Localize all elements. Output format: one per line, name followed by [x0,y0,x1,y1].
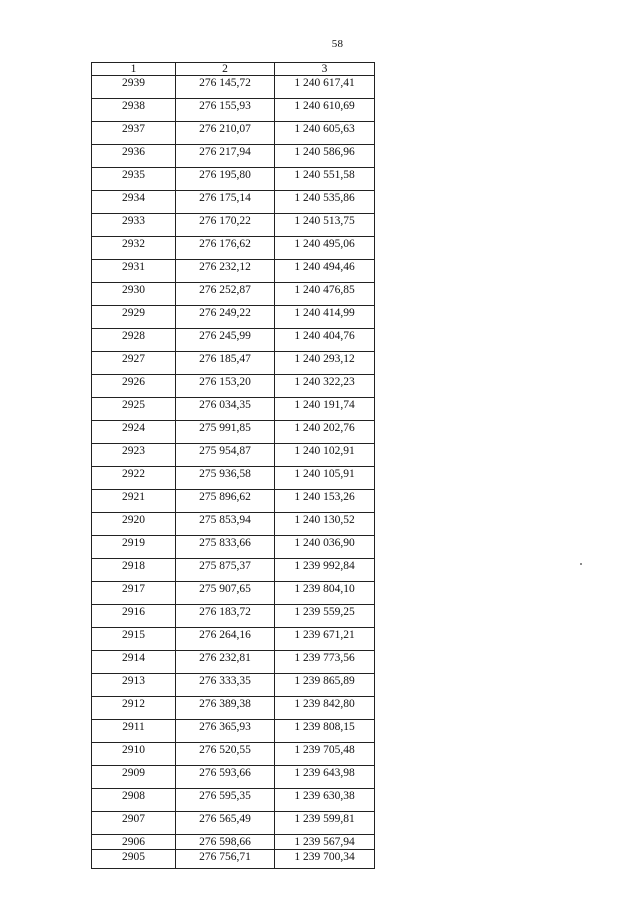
x-coordinate-cell: 275 853,94 [176,513,275,536]
x-coordinate-cell: 276 183,72 [176,605,275,628]
point-number-cell: 2926 [92,375,176,398]
x-coordinate-cell: 276 598,66 [176,835,275,850]
y-coordinate-cell: 1 240 494,46 [275,260,375,283]
x-coordinate-cell: 276 145,72 [176,76,275,99]
point-number-cell: 2935 [92,168,176,191]
y-coordinate-cell: 1 240 414,99 [275,306,375,329]
y-coordinate-cell: 1 239 671,21 [275,628,375,651]
x-coordinate-cell: 276 217,94 [176,145,275,168]
x-coordinate-cell: 276 593,66 [176,766,275,789]
x-coordinate-cell: 275 833,66 [176,536,275,559]
y-coordinate-cell: 1 239 992,84 [275,559,375,582]
y-coordinate-cell: 1 240 153,26 [275,490,375,513]
y-coordinate-cell: 1 239 559,25 [275,605,375,628]
y-coordinate-cell: 1 240 191,74 [275,398,375,421]
table-row [92,168,375,191]
y-coordinate-cell: 1 240 617,41 [275,76,375,99]
x-coordinate-cell: 276 333,35 [176,674,275,697]
table-row [92,490,375,513]
table-row [92,697,375,720]
y-coordinate-cell: 1 240 293,12 [275,352,375,375]
x-coordinate-cell: 276 264,16 [176,628,275,651]
table-row [92,835,375,850]
x-coordinate-cell: 276 245,99 [176,329,275,352]
header-row [92,63,375,76]
point-number-cell: 2914 [92,651,176,674]
point-number-cell: 2937 [92,122,176,145]
table-row [92,76,375,99]
table-row [92,582,375,605]
y-coordinate-cell: 1 240 322,23 [275,375,375,398]
table-row [92,260,375,283]
x-coordinate-cell: 275 907,65 [176,582,275,605]
table-row [92,421,375,444]
y-coordinate-cell: 1 240 586,96 [275,145,375,168]
table-row [92,352,375,375]
table-row [92,191,375,214]
table-row [92,720,375,743]
page-number: 58 [331,38,344,50]
x-coordinate-cell: 275 896,62 [176,490,275,513]
table-row [92,375,375,398]
table-row [92,513,375,536]
point-number-cell: 2921 [92,490,176,513]
y-coordinate-cell: 1 240 036,90 [275,536,375,559]
x-coordinate-cell: 275 936,58 [176,467,275,490]
point-number-cell: 2939 [92,76,176,99]
x-coordinate-cell: 276 153,20 [176,375,275,398]
x-coordinate-cell: 276 756,71 [176,850,275,869]
x-coordinate-cell: 276 249,22 [176,306,275,329]
x-coordinate-cell: 275 991,85 [176,421,275,444]
table-row [92,536,375,559]
x-coordinate-cell: 276 389,38 [176,697,275,720]
table-row [92,467,375,490]
table-row [92,214,375,237]
y-coordinate-cell: 1 239 804,10 [275,582,375,605]
table-row [92,651,375,674]
y-coordinate-cell: 1 239 700,34 [275,850,375,869]
y-coordinate-cell: 1 239 599,81 [275,812,375,835]
point-number-cell: 2908 [92,789,176,812]
y-coordinate-cell: 1 239 865,89 [275,674,375,697]
point-number-cell: 2919 [92,536,176,559]
point-number-cell: 2923 [92,444,176,467]
table-body [92,76,375,869]
point-number-cell: 2909 [92,766,176,789]
y-coordinate-cell: 1 239 643,98 [275,766,375,789]
x-coordinate-cell: 276 565,49 [176,812,275,835]
y-coordinate-cell: 1 240 404,76 [275,329,375,352]
table-row [92,122,375,145]
point-number-cell: 2916 [92,605,176,628]
x-coordinate-cell: 276 232,12 [176,260,275,283]
point-number-cell: 2934 [92,191,176,214]
point-number-cell: 2912 [92,697,176,720]
x-coordinate-cell: 276 365,93 [176,720,275,743]
table-row [92,444,375,467]
x-coordinate-cell: 275 954,87 [176,444,275,467]
table-row [92,398,375,421]
y-coordinate-cell: 1 240 495,06 [275,237,375,260]
header-col-3: 3 [275,63,375,76]
table-row [92,145,375,168]
y-coordinate-cell: 1 240 513,75 [275,214,375,237]
point-number-cell: 2920 [92,513,176,536]
table-row [92,329,375,352]
point-number-cell: 2924 [92,421,176,444]
y-coordinate-cell: 1 239 630,38 [275,789,375,812]
point-number-cell: 2922 [92,467,176,490]
y-coordinate-cell: 1 239 705,48 [275,743,375,766]
y-coordinate-cell: 1 240 551,58 [275,168,375,191]
y-coordinate-cell: 1 240 476,85 [275,283,375,306]
point-number-cell: 2907 [92,812,176,835]
point-number-cell: 2936 [92,145,176,168]
point-number-cell: 2931 [92,260,176,283]
x-coordinate-cell: 276 170,22 [176,214,275,237]
point-number-cell: 2913 [92,674,176,697]
y-coordinate-cell: 1 239 842,80 [275,697,375,720]
x-coordinate-cell: 276 210,07 [176,122,275,145]
y-coordinate-cell: 1 240 202,76 [275,421,375,444]
table-row [92,850,375,869]
x-coordinate-cell: 276 155,93 [176,99,275,122]
table-row [92,559,375,582]
x-coordinate-cell: 275 875,37 [176,559,275,582]
point-number-cell: 2932 [92,237,176,260]
table-row [92,283,375,306]
table-row [92,789,375,812]
table-row [92,605,375,628]
point-number-cell: 2938 [92,99,176,122]
point-number-cell: 2910 [92,743,176,766]
table-row [92,812,375,835]
y-coordinate-cell: 1 239 773,56 [275,651,375,674]
y-coordinate-cell: 1 240 105,91 [275,467,375,490]
y-coordinate-cell: 1 239 567,94 [275,835,375,850]
x-coordinate-cell: 276 185,47 [176,352,275,375]
y-coordinate-cell: 1 239 808,15 [275,720,375,743]
header-col-2: 2 [176,63,275,76]
table-row [92,674,375,697]
header-col-1: 1 [92,63,176,76]
y-coordinate-cell: 1 240 102,91 [275,444,375,467]
y-coordinate-cell: 1 240 605,63 [275,122,375,145]
point-number-cell: 2917 [92,582,176,605]
x-coordinate-cell: 276 175,14 [176,191,275,214]
x-coordinate-cell: 276 252,87 [176,283,275,306]
x-coordinate-cell: 276 034,35 [176,398,275,421]
table-row [92,628,375,651]
point-number-cell: 2918 [92,559,176,582]
point-number-cell: 2915 [92,628,176,651]
point-number-cell: 2927 [92,352,176,375]
coordinates-table [91,62,375,869]
point-number-cell: 2929 [92,306,176,329]
x-coordinate-cell: 276 520,55 [176,743,275,766]
table-row [92,766,375,789]
scan-speck [580,563,582,565]
y-coordinate-cell: 1 240 130,52 [275,513,375,536]
y-coordinate-cell: 1 240 535,86 [275,191,375,214]
table-row [92,743,375,766]
point-number-cell: 2933 [92,214,176,237]
x-coordinate-cell: 276 232,81 [176,651,275,674]
x-coordinate-cell: 276 195,80 [176,168,275,191]
table-row [92,99,375,122]
point-number-cell: 2928 [92,329,176,352]
point-number-cell: 2930 [92,283,176,306]
point-number-cell: 2911 [92,720,176,743]
table-row [92,237,375,260]
x-coordinate-cell: 276 595,35 [176,789,275,812]
table-row [92,306,375,329]
x-coordinate-cell: 276 176,62 [176,237,275,260]
y-coordinate-cell: 1 240 610,69 [275,99,375,122]
point-number-cell: 2906 [92,835,176,850]
point-number-cell: 2925 [92,398,176,421]
table-header [92,63,375,76]
point-number-cell: 2905 [92,850,176,869]
